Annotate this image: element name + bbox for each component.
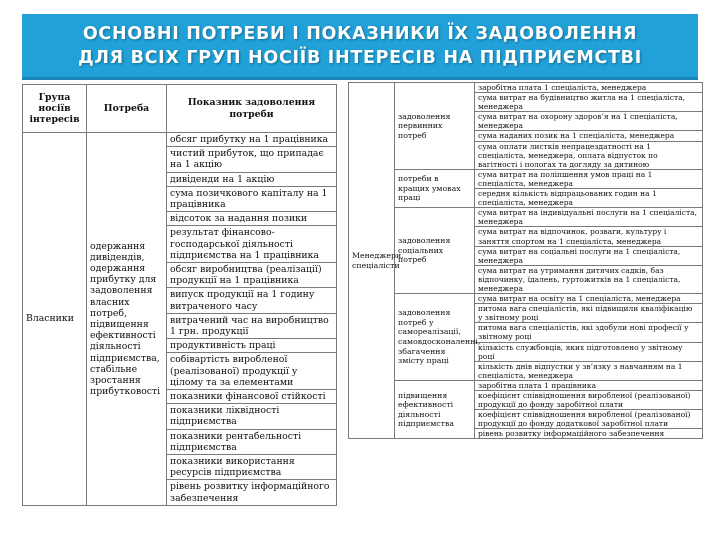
indicator-cell: середня кількість відпрацьованих годин на 1 спеціаліста, менеджера	[475, 189, 703, 208]
owners-needs-table	[22, 84, 337, 506]
indicator-cell: обсяг виробництва (реалізації) продукції на 1 працівника	[167, 263, 337, 288]
indicator-cell: сума витрат на соціальні послуги на 1 спеціаліста, менеджера	[475, 246, 703, 265]
indicator-cell: сума оплати листків непрацездатності на 1 спеціаліста, менеджера, оплата відпусток по вагітності і пологах та догляду за дитиною	[475, 141, 703, 169]
title-line-2: ДЛЯ ВСІХ ГРУП НОСІЇВ ІНТЕРЕСІВ НА ПІДПРИЄМСТВІ	[78, 47, 642, 68]
indicator-cell: продуктивність праці	[167, 339, 337, 353]
indicator-cell: випуск продукції на 1 годину витраченого часу	[167, 288, 337, 313]
indicator-cell: показники фінансової стійкості	[167, 390, 337, 404]
indicator-cell: собівартість виробленої (реалізованої) продукції у цілому та за елементами	[167, 353, 337, 390]
indicator-cell: сума витрат на освіту на 1 спеціаліста, менеджера	[475, 294, 703, 304]
group-cell: Власники	[23, 133, 87, 506]
managers-needs-table	[348, 82, 703, 439]
need-cell: одержання дивідендів, одержання прибутку для задоволення власних потреб, підвищення ефективності діяльності підприємства, стабільне зростання прибутковості	[87, 133, 167, 506]
indicator-cell: показники ліквідності підприємства	[167, 404, 337, 429]
indicator-cell: питома вага спеціалістів, які здобули нові професії у звітному році	[475, 323, 703, 342]
indicator-cell: питома вага спеціалістів, які підвищили кваліфікацію у звітному році	[475, 304, 703, 323]
header-indicator: Показник задоволення потреби	[167, 85, 337, 133]
indicator-cell: заробітна плата 1 спеціаліста, менеджера	[475, 83, 703, 93]
indicator-cell: дивіденди на 1 акцію	[167, 172, 337, 186]
indicator-cell: обсяг прибутку на 1 працівника	[167, 133, 337, 147]
indicator-cell: сума наданих позик на 1 спеціаліста, менеджера	[475, 131, 703, 141]
indicator-cell: коефіцієнт співвідношення виробленої (реалізованої) продукції до фонду додаткової заробітної плати	[475, 410, 703, 429]
title-line-1: ОСНОВНІ ПОТРЕБИ І ПОКАЗНИКИ ЇХ ЗАДОВОЛЕННЯ	[82, 23, 638, 44]
indicator-cell: кількість службовців, яких підготовлено у звітному році	[475, 342, 703, 361]
indicator-cell: показники використання ресурсів підприємства	[167, 455, 337, 480]
indicator-cell: сума витрат на охорону здоров’я на 1 спеціаліста, менеджера	[475, 112, 703, 131]
indicator-cell: показники рентабельності підприємства	[167, 429, 337, 454]
indicator-cell: сума позичкового капіталу на 1 працівника	[167, 186, 337, 211]
indicator-cell: сума витрат на поліпшення умов праці на 1 спеціаліста, менеджера	[475, 169, 703, 188]
need-cell: потреби в кращих умовах праці	[395, 169, 475, 207]
indicator-cell: чистий прибуток, що припадає на 1 акцію	[167, 147, 337, 172]
indicator-cell: витрачений час на виробництво 1 грн. продукції	[167, 313, 337, 338]
indicator-cell: результат фінансово-господарської діяльності підприємства на 1 працівника	[167, 226, 337, 263]
table-row	[349, 294, 703, 304]
group-cell: Менеджери, спеціалісти	[349, 83, 395, 439]
indicator-cell: сума витрат на відпочинок, розваги, культуру і заняття спортом на 1 спеціаліста, менеджера	[475, 227, 703, 246]
header-group: Група носіїв інтересів	[23, 85, 87, 133]
table-row	[349, 208, 703, 227]
indicator-cell: рівень розвитку інформаційного забезпечення	[167, 480, 337, 505]
table-row	[349, 83, 703, 93]
header-need: Потреба	[87, 85, 167, 133]
indicator-cell: сума витрат на утримання дитячих садків, баз відпочинку, їдалень, гуртожитків на 1 спеціаліста, менеджера	[475, 265, 703, 293]
table-header-row	[23, 85, 337, 133]
indicator-cell: рівень розвитку інформаційного забезпечення	[475, 429, 703, 439]
indicator-cell: сума витрат на будівництво житла на 1 спеціаліста, менеджера	[475, 93, 703, 112]
indicator-cell: кількість днів відпустки у зв’язку з навчанням на 1 спеціаліста, менеджера	[475, 361, 703, 380]
indicator-cell: заробітна плата 1 працівника	[475, 380, 703, 390]
need-cell: задоволення потреб у самореалізації, самовдосконаленні, збагачення змісту праці	[395, 294, 475, 381]
need-cell: задоволення первинних потреб	[395, 83, 475, 170]
indicator-cell: коефіцієнт співвідношення виробленої (реалізованої) продукції до фонду заробітної плати	[475, 391, 703, 410]
indicator-cell: відсоток за надання позики	[167, 212, 337, 226]
indicator-cell: сума витрат на індивідуальні послуги на 1 спеціаліста, менеджера	[475, 208, 703, 227]
table-row	[349, 169, 703, 188]
slide-title	[22, 14, 698, 80]
need-cell: підвищення ефективності діяльності підприємства	[395, 380, 475, 439]
need-cell: задоволення соціальних потреб	[395, 208, 475, 294]
table-row	[349, 380, 703, 390]
table-row	[23, 133, 337, 147]
